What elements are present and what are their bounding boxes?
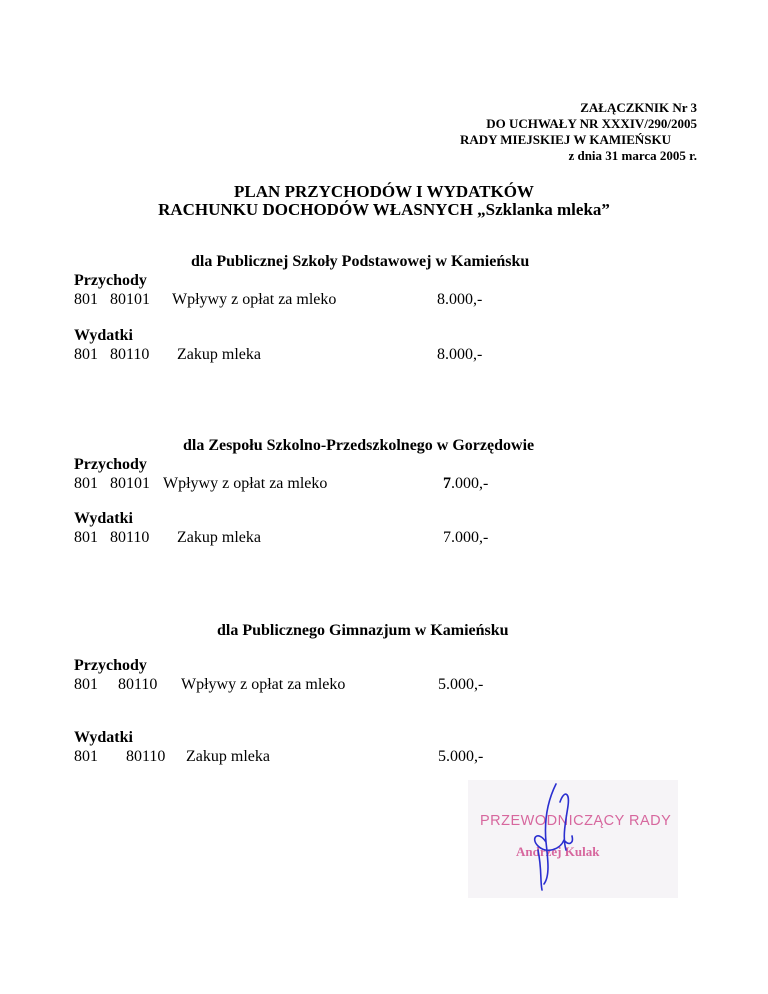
council-name: RADY MIEJSKIEJ W KAMIEŃSKU xyxy=(459,132,671,147)
expense-rozdzial: 80110 xyxy=(110,346,150,363)
income-label: Przychody xyxy=(74,456,147,473)
expense-amount: 8.000,- xyxy=(437,346,483,363)
section-heading: dla Publicznej Szkoły Podstawowej w Kamieńsku xyxy=(191,253,530,270)
stamp-title: PRZEWODNICZĄCY RADY xyxy=(480,813,672,829)
expense-description: Zakup mleka xyxy=(186,748,270,765)
attachment-number: ZAŁĄCZKNIK Nr 3 xyxy=(580,100,697,115)
section-heading: dla Publicznego Gimnazjum w Kamieńsku xyxy=(217,622,509,639)
expense-label: Wydatki xyxy=(74,327,133,344)
resolution-number: DO UCHWAŁY NR XXXIV/290/2005 xyxy=(486,116,697,131)
income-dzial: 801 xyxy=(74,676,98,693)
income-rozdzial: 80101 xyxy=(110,475,150,492)
resolution-date: z dnia 31 marca 2005 r. xyxy=(568,148,697,163)
expense-dzial: 801 xyxy=(74,346,98,363)
expense-amount: 5.000,- xyxy=(438,748,484,765)
signature-icon xyxy=(468,780,678,898)
expense-label: Wydatki xyxy=(74,510,133,527)
income-description: Wpływy z opłat za mleko xyxy=(181,676,346,693)
income-label: Przychody xyxy=(74,657,147,674)
income-amount-rest: .000,- xyxy=(451,475,489,492)
expense-description: Zakup mleka xyxy=(177,529,261,546)
document-title-line2: RACHUNKU DOCHODÓW WŁASNYCH „Szklanka mleka” xyxy=(158,200,610,219)
expense-description: Zakup mleka xyxy=(177,346,261,363)
chairman-stamp xyxy=(468,780,678,898)
stamp-name: Andrzej Kulak xyxy=(516,844,600,859)
section-heading: dla Zespołu Szkolno-Przedszkolnego w Gorzędowie xyxy=(183,437,535,454)
income-description: Wpływy z opłat za mleko xyxy=(163,475,328,492)
income-amount: 8.000,- xyxy=(437,291,483,308)
income-description: Wpływy z opłat za mleko xyxy=(172,291,337,308)
expense-dzial: 801 xyxy=(74,529,98,546)
income-amount: 5.000,- xyxy=(438,676,484,693)
income-rozdzial: 80101 xyxy=(110,291,150,308)
expense-label: Wydatki xyxy=(74,729,133,746)
income-dzial: 801 xyxy=(74,291,98,308)
income-amount-bold-digit: 7 xyxy=(443,475,451,492)
income-label: Przychody xyxy=(74,272,147,289)
income-amount xyxy=(443,475,488,493)
income-dzial: 801 xyxy=(74,475,98,492)
document-title-line1: PLAN PRZYCHODÓW I WYDATKÓW xyxy=(234,182,534,201)
expense-rozdzial: 80110 xyxy=(126,748,166,765)
expense-amount: 7.000,- xyxy=(443,529,489,546)
expense-dzial: 801 xyxy=(74,748,98,765)
income-rozdzial: 80110 xyxy=(118,676,158,693)
expense-rozdzial: 80110 xyxy=(110,529,150,546)
